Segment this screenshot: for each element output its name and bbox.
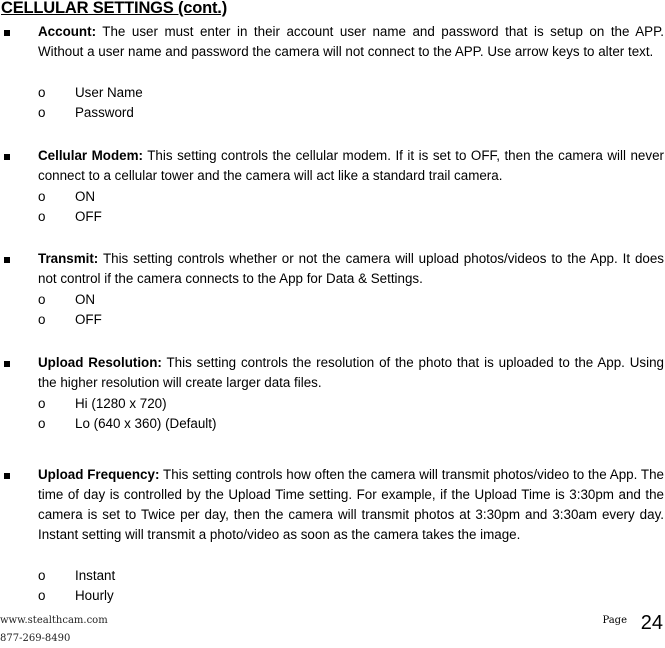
section-paragraph xyxy=(38,353,664,393)
circle-bullet-icon: o xyxy=(38,568,46,583)
section-text: The user must enter in their account user name and password that is setup on the APP. Without a user name and password the camera will not connect to the APP. Use arrow keys to alter text. xyxy=(38,24,664,59)
circle-bullet-icon: o xyxy=(38,292,46,307)
section-term: Upload Resolution: xyxy=(38,355,162,370)
footer-website-link[interactable]: www.stealthcam.com xyxy=(0,615,108,626)
square-bullet-icon xyxy=(4,30,10,36)
option-label: OFF xyxy=(75,209,102,224)
footer-phone: 877-269-8490 xyxy=(0,633,71,644)
circle-bullet-icon: o xyxy=(38,105,46,120)
square-bullet-icon xyxy=(4,257,10,263)
circle-bullet-icon: o xyxy=(38,396,46,411)
option-label: Hourly xyxy=(75,588,114,603)
option-label: Hi (1280 x 720) xyxy=(75,396,167,411)
circle-bullet-icon: o xyxy=(38,209,46,224)
section-text: This setting controls the cellular modem. If it is set to OFF, then the camera will never connect to a cellular tower and the camera will act like a standard trail camera. xyxy=(38,148,664,183)
option-label: ON xyxy=(75,189,96,204)
section-paragraph xyxy=(38,249,664,289)
section-paragraph xyxy=(38,146,664,186)
circle-bullet-icon: o xyxy=(38,85,46,100)
section-text: This setting controls the resolution of the photo that is uploaded to the App. Using the higher resolution will create larger data files. xyxy=(38,355,664,390)
option-label: Password xyxy=(75,105,134,120)
option-label: ON xyxy=(75,292,96,307)
circle-bullet-icon: o xyxy=(38,416,46,431)
section-term: Transmit: xyxy=(38,251,99,266)
square-bullet-icon xyxy=(4,361,10,367)
section-term: Cellular Modem: xyxy=(38,148,143,163)
circle-bullet-icon: o xyxy=(38,312,46,327)
square-bullet-icon xyxy=(4,154,10,160)
option-label: User Name xyxy=(75,85,143,100)
section-term: Account: xyxy=(38,24,97,39)
square-bullet-icon xyxy=(4,473,10,479)
section-text: This setting controls how often the camera will transmit photos/video to the App. The time of day is controlled by the Upload Time setting. For example, if the Upload Time is 3:30pm and the camera is set to Twice per day, then the camera will transmit photos at 3:30pm and 3:30am every day. Instant setting will transmit a photo/video as soon as the camera takes the image. xyxy=(38,467,664,542)
section-text: This setting controls whether or not the camera will upload photos/videos to the App. It does not control if the camera connects to the App for Data & Settings. xyxy=(38,251,664,286)
option-label: Lo (640 x 360) (Default) xyxy=(75,416,217,431)
circle-bullet-icon: o xyxy=(38,189,46,204)
page-number: 24 xyxy=(640,612,663,634)
circle-bullet-icon: o xyxy=(38,588,46,603)
section-paragraph xyxy=(38,22,664,62)
page-label: Page xyxy=(602,615,627,626)
section-paragraph xyxy=(38,465,664,545)
option-label: OFF xyxy=(75,312,102,327)
page-title: CELLULAR SETTINGS (cont.) xyxy=(1,0,227,17)
section-term: Upload Frequency: xyxy=(38,467,160,482)
option-label: Instant xyxy=(75,568,116,583)
